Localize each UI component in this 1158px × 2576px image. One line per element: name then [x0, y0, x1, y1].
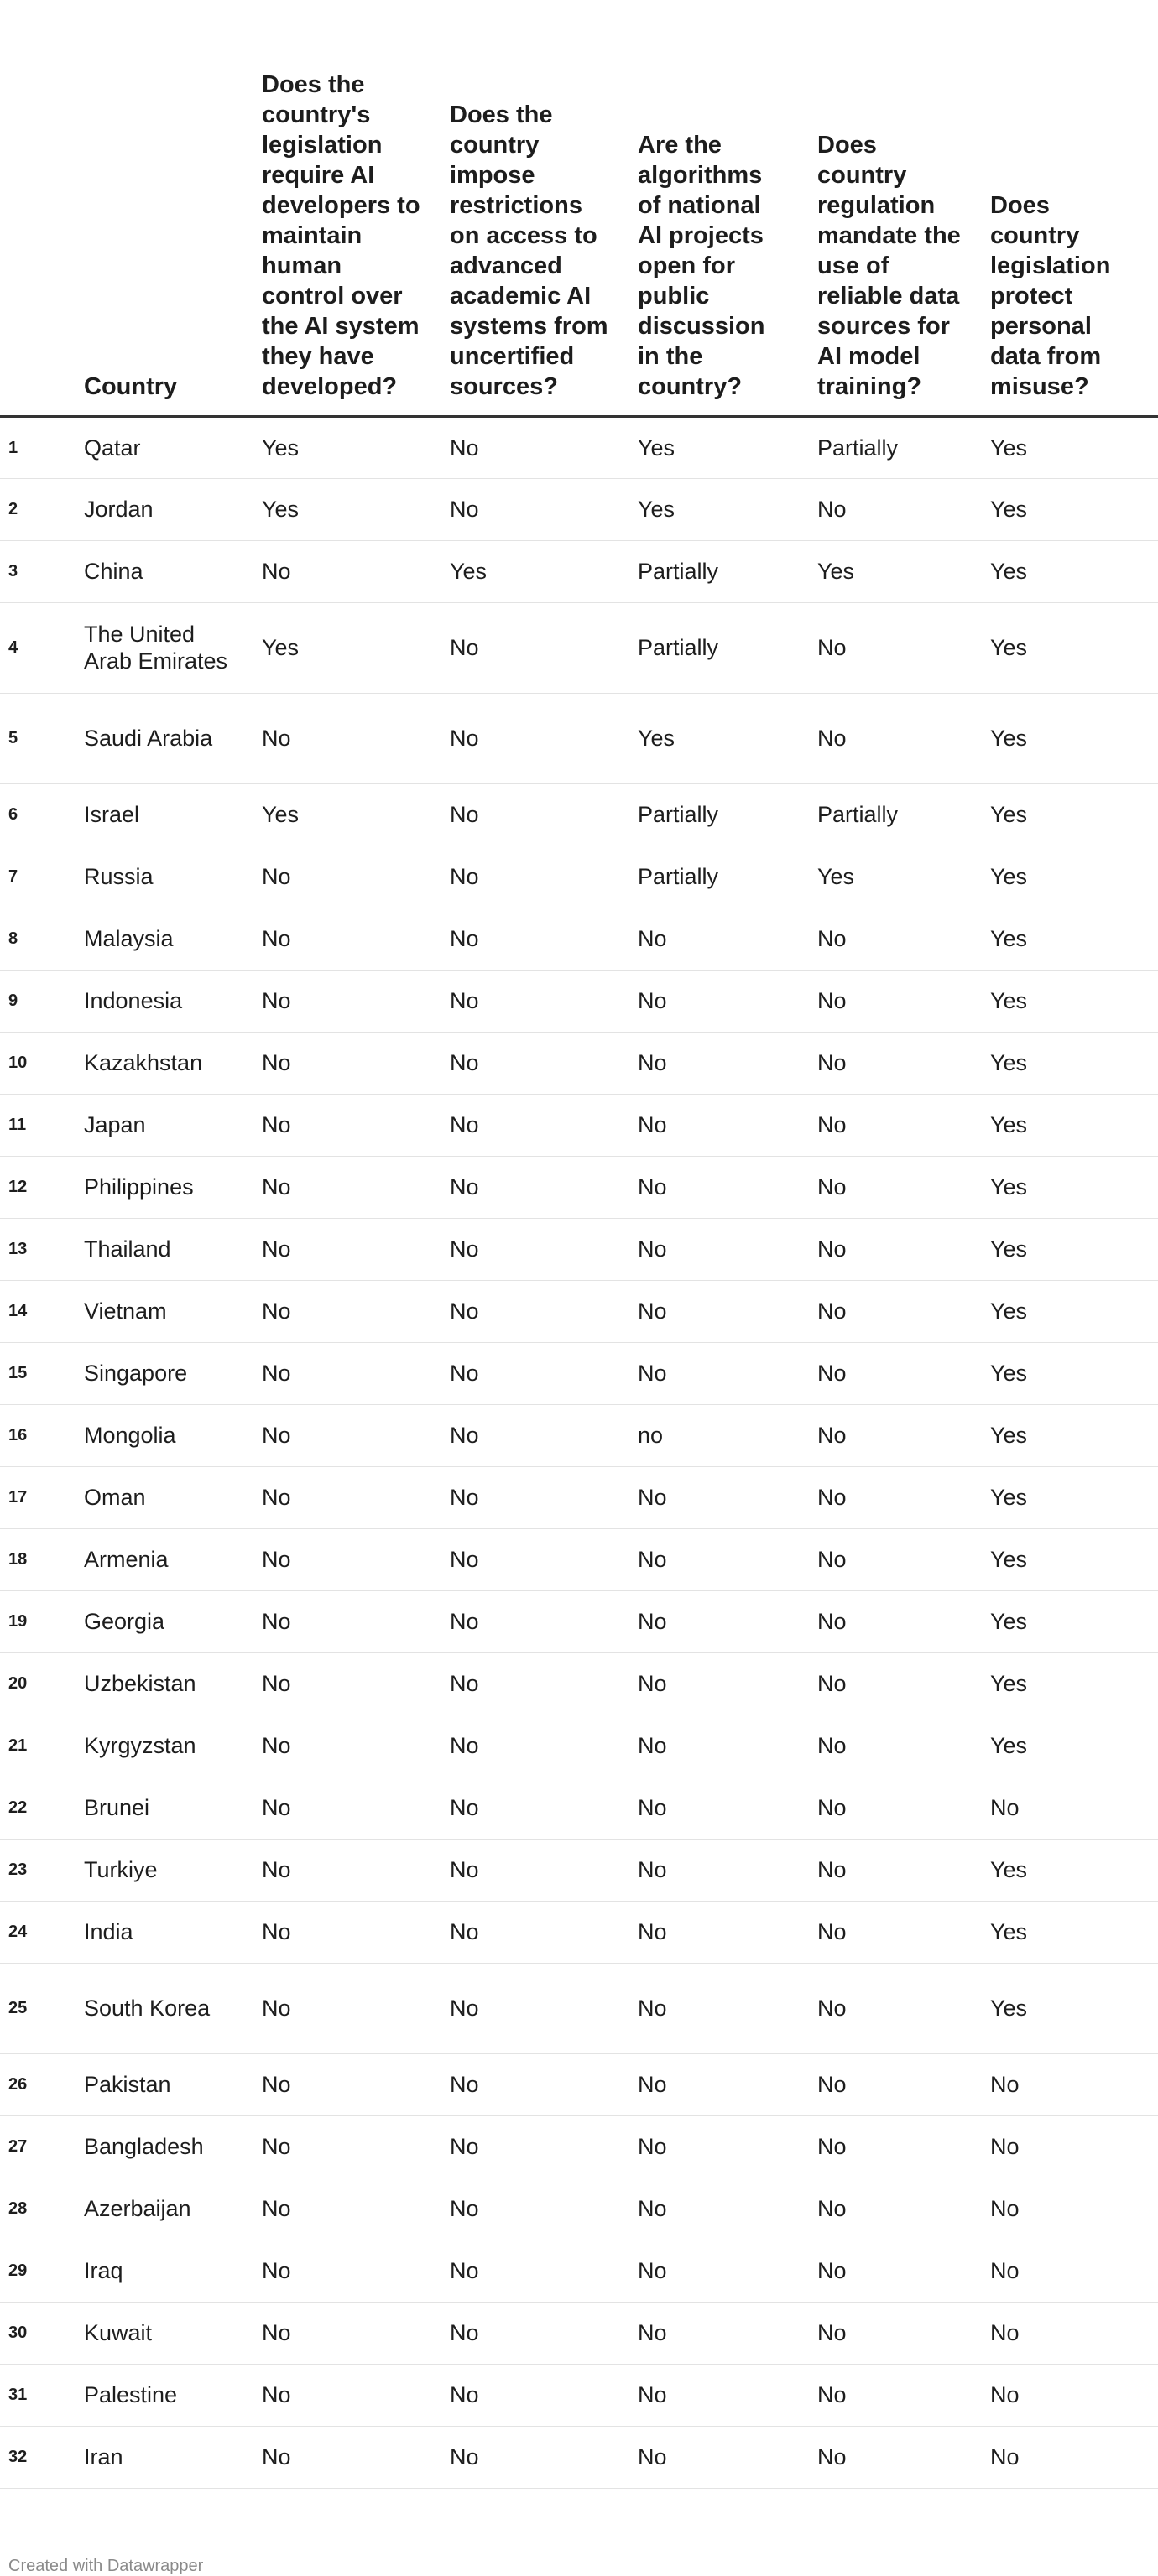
table-row — [0, 1342, 1158, 1404]
table-row — [0, 1218, 1158, 1280]
access-restrictions-cell: No — [441, 1590, 629, 1652]
open-algorithms-cell: No — [629, 970, 809, 1032]
rank-cell: 2 — [0, 478, 76, 540]
country-cell: Thailand — [76, 1218, 253, 1280]
personal-data-cell: Yes — [982, 908, 1158, 970]
table-row — [0, 1032, 1158, 1094]
reliable-data-cell: No — [809, 1963, 982, 2053]
open-algorithms-cell: No — [629, 1032, 809, 1094]
reliable-data-cell: Partially — [809, 783, 982, 846]
access-restrictions-cell: No — [441, 602, 629, 693]
table-row — [0, 1715, 1158, 1777]
access-restrictions-cell: No — [441, 783, 629, 846]
human-control-cell: No — [253, 1963, 441, 2053]
access-restrictions-cell: No — [441, 2426, 629, 2488]
open-algorithms-cell: No — [629, 1156, 809, 1218]
human-control-cell: No — [253, 2240, 441, 2302]
reliable-data-cell: No — [809, 2240, 982, 2302]
access-restrictions-cell: No — [441, 1342, 629, 1404]
reliable-data-cell: Partially — [809, 416, 982, 478]
table-row — [0, 1280, 1158, 1342]
rank-cell: 1 — [0, 416, 76, 478]
reliable-data-cell: No — [809, 1715, 982, 1777]
rank-cell: 23 — [0, 1839, 76, 1901]
reliable-data-cell: No — [809, 2364, 982, 2426]
personal-data-cell: Yes — [982, 970, 1158, 1032]
rank-cell: 15 — [0, 1342, 76, 1404]
personal-data-cell: Yes — [982, 846, 1158, 908]
header-human-control: Does the country's legislation require AI developers to maintain human control over the AI system they have developed? — [253, 0, 441, 416]
reliable-data-cell: No — [809, 1342, 982, 1404]
access-restrictions-cell: No — [441, 970, 629, 1032]
table-row — [0, 783, 1158, 846]
access-restrictions-cell: No — [441, 2364, 629, 2426]
reliable-data-cell: No — [809, 1404, 982, 1466]
header-open-algorithms: Are the algorithms of national AI projects open for public discussion in the country? — [629, 0, 809, 416]
personal-data-cell: No — [982, 2178, 1158, 2240]
country-cell: Brunei — [76, 1777, 253, 1839]
reliable-data-cell: No — [809, 1466, 982, 1528]
country-cell: Vietnam — [76, 1280, 253, 1342]
reliable-data-cell: No — [809, 2053, 982, 2115]
personal-data-cell: Yes — [982, 1094, 1158, 1156]
rank-cell: 30 — [0, 2302, 76, 2364]
table-row — [0, 970, 1158, 1032]
table-row — [0, 2053, 1158, 2115]
personal-data-cell: No — [982, 2240, 1158, 2302]
access-restrictions-cell: No — [441, 1715, 629, 1777]
access-restrictions-cell: No — [441, 1901, 629, 1963]
country-cell: Georgia — [76, 1590, 253, 1652]
rank-cell: 27 — [0, 2115, 76, 2178]
access-restrictions-cell: No — [441, 2178, 629, 2240]
personal-data-cell: Yes — [982, 693, 1158, 783]
reliable-data-cell: Yes — [809, 540, 982, 602]
header-country: Country — [76, 0, 253, 416]
human-control-cell: No — [253, 693, 441, 783]
personal-data-cell: Yes — [982, 1032, 1158, 1094]
header-reliable-data: Does country regulation mandate the use of reliable data sources for AI model training? — [809, 0, 982, 416]
open-algorithms-cell: No — [629, 1466, 809, 1528]
personal-data-cell: No — [982, 2115, 1158, 2178]
country-cell: The United Arab Emirates — [76, 602, 253, 693]
personal-data-cell: Yes — [982, 1280, 1158, 1342]
personal-data-cell: Yes — [982, 1342, 1158, 1404]
rank-cell: 3 — [0, 540, 76, 602]
personal-data-cell: Yes — [982, 1404, 1158, 1466]
open-algorithms-cell: Partially — [629, 783, 809, 846]
country-cell: Bangladesh — [76, 2115, 253, 2178]
table-row — [0, 2426, 1158, 2488]
open-algorithms-cell: No — [629, 1094, 809, 1156]
personal-data-cell: Yes — [982, 1652, 1158, 1715]
table-row — [0, 1963, 1158, 2053]
access-restrictions-cell: No — [441, 478, 629, 540]
personal-data-cell: Yes — [982, 478, 1158, 540]
open-algorithms-cell: No — [629, 2426, 809, 2488]
rank-cell: 24 — [0, 1901, 76, 1963]
open-algorithms-cell: No — [629, 2053, 809, 2115]
human-control-cell: No — [253, 2178, 441, 2240]
access-restrictions-cell: No — [441, 2302, 629, 2364]
personal-data-cell: Yes — [982, 1156, 1158, 1218]
reliable-data-cell: No — [809, 693, 982, 783]
human-control-cell: No — [253, 1777, 441, 1839]
access-restrictions-cell: No — [441, 1466, 629, 1528]
access-restrictions-cell: No — [441, 1777, 629, 1839]
rank-cell: 4 — [0, 602, 76, 693]
rank-cell: 18 — [0, 1528, 76, 1590]
rank-cell: 20 — [0, 1652, 76, 1715]
reliable-data-cell: No — [809, 1528, 982, 1590]
country-cell: Oman — [76, 1466, 253, 1528]
country-cell: Turkiye — [76, 1839, 253, 1901]
table-row — [0, 1156, 1158, 1218]
human-control-cell: No — [253, 1590, 441, 1652]
human-control-cell: No — [253, 2115, 441, 2178]
country-cell: Russia — [76, 846, 253, 908]
rank-cell: 26 — [0, 2053, 76, 2115]
access-restrictions-cell: No — [441, 416, 629, 478]
table-row — [0, 1466, 1158, 1528]
table-row — [0, 2115, 1158, 2178]
personal-data-cell: No — [982, 1777, 1158, 1839]
open-algorithms-cell: No — [629, 1963, 809, 2053]
table-row — [0, 1528, 1158, 1590]
table-row — [0, 416, 1158, 478]
open-algorithms-cell: No — [629, 908, 809, 970]
open-algorithms-cell: Yes — [629, 416, 809, 478]
open-algorithms-cell: Partially — [629, 540, 809, 602]
human-control-cell: No — [253, 1342, 441, 1404]
personal-data-cell: Yes — [982, 1590, 1158, 1652]
human-control-cell: Yes — [253, 602, 441, 693]
open-algorithms-cell: No — [629, 1901, 809, 1963]
human-control-cell: No — [253, 1652, 441, 1715]
open-algorithms-cell: Partially — [629, 846, 809, 908]
header-row — [0, 0, 1158, 416]
open-algorithms-cell: No — [629, 1280, 809, 1342]
table-row — [0, 1777, 1158, 1839]
reliable-data-cell: No — [809, 1094, 982, 1156]
open-algorithms-cell: No — [629, 1528, 809, 1590]
human-control-cell: No — [253, 2053, 441, 2115]
rank-cell: 31 — [0, 2364, 76, 2426]
human-control-cell: No — [253, 2426, 441, 2488]
table-row — [0, 2302, 1158, 2364]
rank-cell: 28 — [0, 2178, 76, 2240]
reliable-data-cell: No — [809, 1839, 982, 1901]
header-access-restrictions: Does the country impose restrictions on access to advanced academic AI systems from uncertified sources? — [441, 0, 629, 416]
reliable-data-cell: No — [809, 1218, 982, 1280]
human-control-cell: No — [253, 1528, 441, 1590]
personal-data-cell: Yes — [982, 1839, 1158, 1901]
reliable-data-cell: No — [809, 602, 982, 693]
human-control-cell: Yes — [253, 478, 441, 540]
reliable-data-cell: No — [809, 2302, 982, 2364]
open-algorithms-cell: No — [629, 1218, 809, 1280]
rank-cell: 29 — [0, 2240, 76, 2302]
access-restrictions-cell: No — [441, 908, 629, 970]
access-restrictions-cell: No — [441, 1404, 629, 1466]
country-cell: Mongolia — [76, 1404, 253, 1466]
human-control-cell: No — [253, 2302, 441, 2364]
table-row — [0, 1839, 1158, 1901]
access-restrictions-cell: No — [441, 1218, 629, 1280]
country-cell: Kazakhstan — [76, 1032, 253, 1094]
open-algorithms-cell: No — [629, 1777, 809, 1839]
human-control-cell: No — [253, 1839, 441, 1901]
reliable-data-cell: No — [809, 908, 982, 970]
country-cell: Japan — [76, 1094, 253, 1156]
rank-cell: 11 — [0, 1094, 76, 1156]
country-cell: Azerbaijan — [76, 2178, 253, 2240]
open-algorithms-cell: No — [629, 2240, 809, 2302]
open-algorithms-cell: No — [629, 2115, 809, 2178]
rank-cell: 19 — [0, 1590, 76, 1652]
human-control-cell: No — [253, 1032, 441, 1094]
rank-cell: 25 — [0, 1963, 76, 2053]
datawrapper-credit: Created with Datawrapper — [8, 2557, 204, 2575]
human-control-cell: No — [253, 908, 441, 970]
personal-data-cell: Yes — [982, 1963, 1158, 2053]
human-control-cell: No — [253, 1280, 441, 1342]
country-cell: Qatar — [76, 416, 253, 478]
country-cell: Indonesia — [76, 970, 253, 1032]
human-control-cell: No — [253, 1466, 441, 1528]
personal-data-cell: Yes — [982, 1715, 1158, 1777]
access-restrictions-cell: No — [441, 1156, 629, 1218]
access-restrictions-cell: No — [441, 1528, 629, 1590]
open-algorithms-cell: No — [629, 1342, 809, 1404]
rank-cell: 17 — [0, 1466, 76, 1528]
reliable-data-cell: No — [809, 2426, 982, 2488]
reliable-data-cell: No — [809, 1032, 982, 1094]
open-algorithms-cell: No — [629, 1839, 809, 1901]
table-body — [0, 416, 1158, 2488]
open-algorithms-cell: no — [629, 1404, 809, 1466]
access-restrictions-cell: No — [441, 1280, 629, 1342]
open-algorithms-cell: No — [629, 1715, 809, 1777]
human-control-cell: No — [253, 2364, 441, 2426]
rank-cell: 14 — [0, 1280, 76, 1342]
personal-data-cell: Yes — [982, 602, 1158, 693]
rank-cell: 7 — [0, 846, 76, 908]
reliable-data-cell: No — [809, 1156, 982, 1218]
table-row — [0, 693, 1158, 783]
reliable-data-cell: No — [809, 478, 982, 540]
personal-data-cell: Yes — [982, 1218, 1158, 1280]
reliable-data-cell: Yes — [809, 846, 982, 908]
open-algorithms-cell: Partially — [629, 602, 809, 693]
access-restrictions-cell: No — [441, 1032, 629, 1094]
rank-cell: 8 — [0, 908, 76, 970]
personal-data-cell: Yes — [982, 783, 1158, 846]
personal-data-cell: Yes — [982, 1901, 1158, 1963]
table-row — [0, 846, 1158, 908]
access-restrictions-cell: Yes — [441, 540, 629, 602]
open-algorithms-cell: No — [629, 2364, 809, 2426]
rank-cell: 12 — [0, 1156, 76, 1218]
access-restrictions-cell: No — [441, 1839, 629, 1901]
open-algorithms-cell: Yes — [629, 693, 809, 783]
access-restrictions-cell: No — [441, 846, 629, 908]
access-restrictions-cell: No — [441, 1094, 629, 1156]
human-control-cell: No — [253, 1404, 441, 1466]
country-cell: Uzbekistan — [76, 1652, 253, 1715]
rank-cell: 32 — [0, 2426, 76, 2488]
country-cell: Israel — [76, 783, 253, 846]
table-row — [0, 1652, 1158, 1715]
personal-data-cell: No — [982, 2053, 1158, 2115]
access-restrictions-cell: No — [441, 1652, 629, 1715]
country-cell: Pakistan — [76, 2053, 253, 2115]
personal-data-cell: No — [982, 2364, 1158, 2426]
access-restrictions-cell: No — [441, 2240, 629, 2302]
personal-data-cell: Yes — [982, 540, 1158, 602]
table-row — [0, 908, 1158, 970]
country-cell: Philippines — [76, 1156, 253, 1218]
access-restrictions-cell: No — [441, 2053, 629, 2115]
table-header — [0, 0, 1158, 416]
header-personal-data: Does country legislation protect personal data from misuse? — [982, 0, 1158, 416]
country-cell: Palestine — [76, 2364, 253, 2426]
rank-cell: 5 — [0, 693, 76, 783]
table-row — [0, 2364, 1158, 2426]
rank-cell: 9 — [0, 970, 76, 1032]
header-rank — [0, 0, 76, 416]
human-control-cell: No — [253, 1094, 441, 1156]
access-restrictions-cell: No — [441, 2115, 629, 2178]
country-cell: Kyrgyzstan — [76, 1715, 253, 1777]
country-cell: South Korea — [76, 1963, 253, 2053]
table-row — [0, 1094, 1158, 1156]
country-cell: Iran — [76, 2426, 253, 2488]
table-row — [0, 478, 1158, 540]
open-algorithms-cell: No — [629, 2302, 809, 2364]
personal-data-cell: No — [982, 2302, 1158, 2364]
table-row — [0, 1901, 1158, 1963]
country-cell: Singapore — [76, 1342, 253, 1404]
rank-cell: 10 — [0, 1032, 76, 1094]
human-control-cell: Yes — [253, 416, 441, 478]
rank-cell: 21 — [0, 1715, 76, 1777]
country-cell: Iraq — [76, 2240, 253, 2302]
reliable-data-cell: No — [809, 2178, 982, 2240]
personal-data-cell: No — [982, 2426, 1158, 2488]
human-control-cell: Yes — [253, 783, 441, 846]
reliable-data-cell: No — [809, 1652, 982, 1715]
personal-data-cell: Yes — [982, 1466, 1158, 1528]
reliable-data-cell: No — [809, 1901, 982, 1963]
access-restrictions-cell: No — [441, 693, 629, 783]
reliable-data-cell: No — [809, 2115, 982, 2178]
access-restrictions-cell: No — [441, 1963, 629, 2053]
rank-cell: 16 — [0, 1404, 76, 1466]
human-control-cell: No — [253, 1156, 441, 1218]
open-algorithms-cell: No — [629, 2178, 809, 2240]
personal-data-cell: Yes — [982, 416, 1158, 478]
personal-data-cell: Yes — [982, 1528, 1158, 1590]
country-cell: India — [76, 1901, 253, 1963]
country-cell: Malaysia — [76, 908, 253, 970]
reliable-data-cell: No — [809, 1777, 982, 1839]
table-row — [0, 2178, 1158, 2240]
human-control-cell: No — [253, 1218, 441, 1280]
country-cell: Saudi Arabia — [76, 693, 253, 783]
country-cell: Jordan — [76, 478, 253, 540]
reliable-data-cell: No — [809, 1280, 982, 1342]
table-row — [0, 602, 1158, 693]
open-algorithms-cell: No — [629, 1652, 809, 1715]
reliable-data-cell: No — [809, 1590, 982, 1652]
table-row — [0, 1590, 1158, 1652]
open-algorithms-cell: Yes — [629, 478, 809, 540]
rank-cell: 13 — [0, 1218, 76, 1280]
rank-cell: 6 — [0, 783, 76, 846]
human-control-cell: No — [253, 1901, 441, 1963]
human-control-cell: No — [253, 1715, 441, 1777]
reliable-data-cell: No — [809, 970, 982, 1032]
country-cell: Armenia — [76, 1528, 253, 1590]
table-row — [0, 540, 1158, 602]
country-cell: China — [76, 540, 253, 602]
open-algorithms-cell: No — [629, 1590, 809, 1652]
country-cell: Kuwait — [76, 2302, 253, 2364]
table-row — [0, 1404, 1158, 1466]
table-row — [0, 2240, 1158, 2302]
human-control-cell: No — [253, 846, 441, 908]
human-control-cell: No — [253, 540, 441, 602]
rank-cell: 22 — [0, 1777, 76, 1839]
human-control-cell: No — [253, 970, 441, 1032]
